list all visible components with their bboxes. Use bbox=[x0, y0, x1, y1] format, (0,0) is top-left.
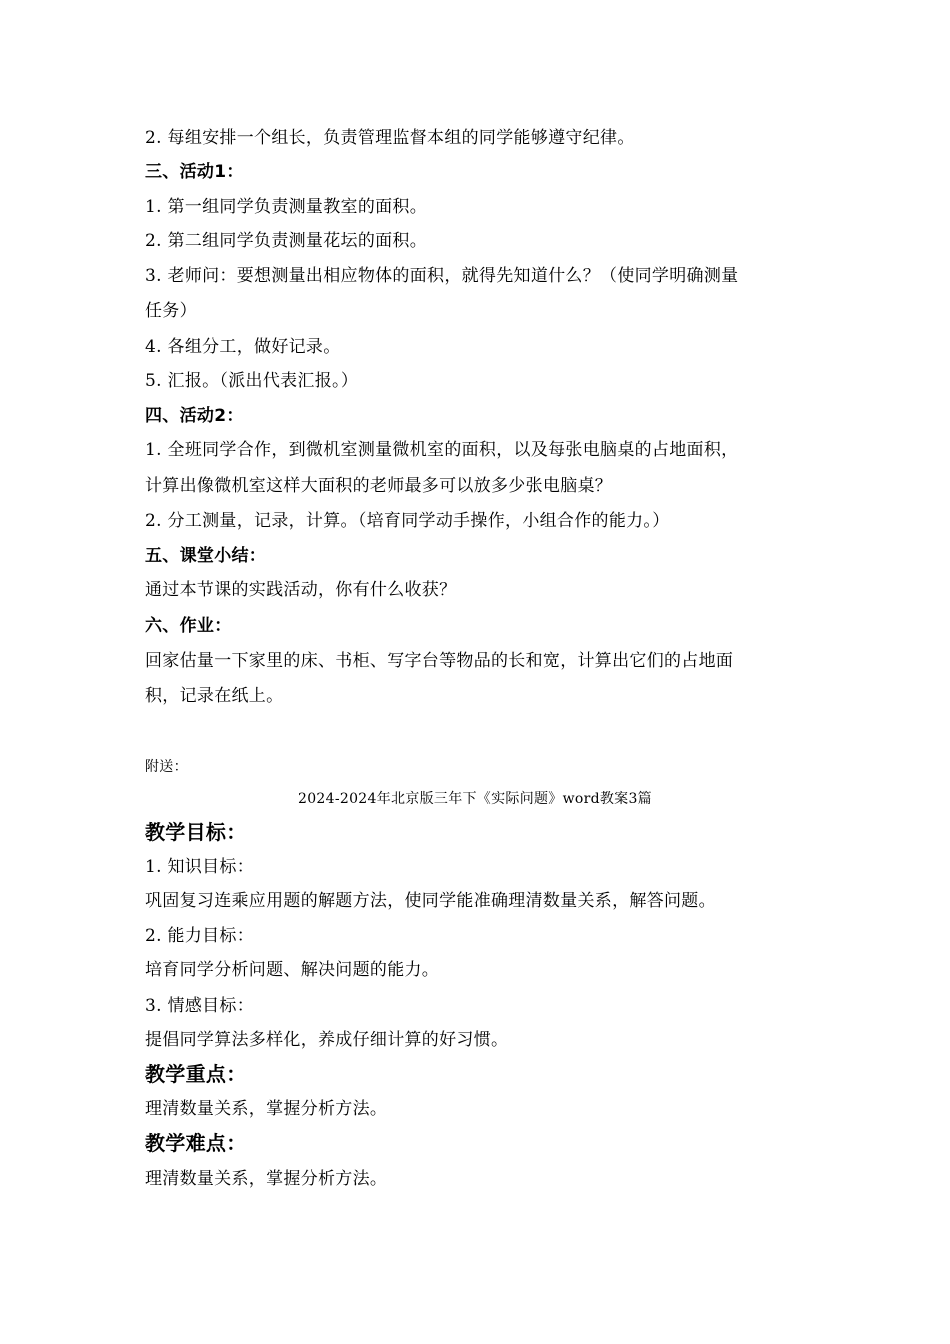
section-heading-activity1: 三、活动1： bbox=[145, 162, 244, 182]
list-item: 4. 各组分工，做好记录。 bbox=[145, 337, 341, 357]
paragraph: 提倡同学算法多样化，养成仔细计算的好习惯。 bbox=[145, 1030, 509, 1050]
paragraph: 理清数量关系，掌握分析方法。 bbox=[145, 1169, 388, 1189]
section-heading-goals: 教学目标： bbox=[145, 820, 247, 844]
list-item: 5. 汇报。（派出代表汇报。） bbox=[145, 371, 359, 391]
paragraph: 培育同学分析问题、解决问题的能力。 bbox=[145, 960, 440, 980]
list-item: 3. 情感目标： bbox=[145, 996, 255, 1016]
paragraph: 巩固复习连乘应用题的解题方法，使同学能准确理清数量关系，解答问题。 bbox=[145, 891, 716, 911]
list-item: 1. 全班同学合作，到微机室测量微机室的面积，以及每张电脑桌的占地面积， bbox=[145, 440, 739, 460]
list-item: 1. 知识目标： bbox=[145, 857, 255, 877]
list-item-continuation: 任务） bbox=[145, 301, 197, 321]
paragraph: 理清数量关系，掌握分析方法。 bbox=[145, 1099, 388, 1119]
list-item-continuation: 计算出像微机室这样大面积的老师最多可以放多少张电脑桌？ bbox=[145, 476, 613, 496]
attachment-label: 附送： bbox=[145, 759, 188, 775]
paragraph-continuation: 积，记录在纸上。 bbox=[145, 686, 284, 706]
paragraph: 回家估量一下家里的床、书柜、写字台等物品的长和宽，计算出它们的占地面 bbox=[145, 651, 734, 671]
section-heading-homework: 六、作业： bbox=[145, 616, 232, 636]
section-heading-key: 教学重点： bbox=[145, 1062, 247, 1086]
paragraph: 通过本节课的实践活动，你有什么收获？ bbox=[145, 580, 457, 600]
list-item: 1. 第一组同学负责测量教室的面积。 bbox=[145, 197, 428, 217]
list-item: 2. 能力目标： bbox=[145, 926, 255, 946]
list-item: 3. 老师问：要想测量出相应物体的面积，就得先知道什么？（使同学明确测量 bbox=[145, 266, 739, 286]
list-item: 2. 第二组同学负责测量花坛的面积。 bbox=[145, 231, 428, 251]
section-heading-difficulty: 教学难点： bbox=[145, 1131, 247, 1155]
section-heading-activity2: 四、活动2： bbox=[145, 406, 244, 426]
section-heading-summary: 五、课堂小结： bbox=[145, 546, 267, 566]
list-item: 2. 每组安排一个组长，负责管理监督本组的同学能够遵守纪律。 bbox=[145, 128, 635, 148]
list-item: 2. 分工测量，记录，计算。（培育同学动手操作，小组合作的能力。） bbox=[145, 511, 670, 531]
attachment-title: 2024-2024年北京版三年下《实际问题》word教案3篇 bbox=[298, 791, 652, 807]
